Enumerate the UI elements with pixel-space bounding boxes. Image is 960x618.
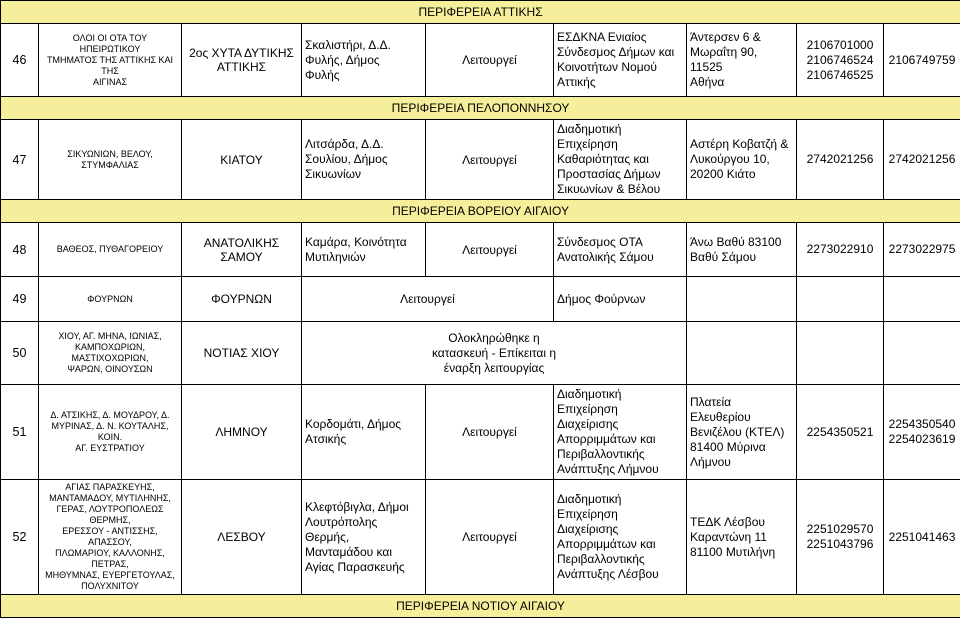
line: Ανάπτυξης Λέσβου xyxy=(557,567,659,581)
line: Βενιζέλου (ΚΤΕΛ) xyxy=(690,425,784,439)
site-location xyxy=(302,120,426,200)
line: ΓΕΡΑΣ, ΛΟΥΤΡΟΠΟΛΕΩΣ ΘΕΡΜΗΣ, xyxy=(56,504,163,525)
line: Καραντώνη 11 xyxy=(690,530,767,544)
line: Αθήνα xyxy=(690,75,724,89)
line: Απορριμμάτων και xyxy=(557,432,656,446)
line: Λουτρόπολης xyxy=(305,515,377,529)
line: Κλεφτόβιγλα, Δήμοι xyxy=(305,500,409,514)
line: Μωραΐτη 90, 11525 xyxy=(690,45,757,74)
line: κατασκευή - Επίκειται η xyxy=(432,346,556,360)
phone: 2742021256 xyxy=(797,120,884,200)
line: Διαδημοτική Επιχείρηση xyxy=(557,122,621,151)
region-header-south-aegean xyxy=(1,595,960,618)
management-body xyxy=(554,120,687,200)
line: Λιτσάρδα, Δ.Δ. xyxy=(305,137,384,151)
table-row xyxy=(1,120,960,200)
line: Ατσικής xyxy=(305,432,346,446)
line: Αττικής xyxy=(557,75,596,89)
site-location xyxy=(302,24,426,97)
fax xyxy=(884,322,960,385)
line: 2254023619 xyxy=(889,432,956,446)
line: Μανταμάδου και xyxy=(305,545,392,559)
management-body xyxy=(554,480,687,595)
address xyxy=(687,24,797,97)
site-location xyxy=(302,223,426,277)
served-areas: ΦΟΥΡΝΩΝ xyxy=(39,277,182,322)
table-row xyxy=(1,223,960,277)
municipality xyxy=(182,24,302,97)
line: Σουλίου, Δήμος xyxy=(305,152,388,166)
status: Λειτουργεί xyxy=(302,277,554,322)
status: Λειτουργεί xyxy=(426,385,554,480)
status: Λειτουργεί xyxy=(426,120,554,200)
served-areas xyxy=(39,385,182,480)
line: ΧΙΟΥ, ΑΓ. ΜΗΝΑ, ΙΩΝΙΑΣ, xyxy=(58,331,161,341)
line: ΣΑΜΟΥ xyxy=(220,250,262,264)
municipality: ΝΟΤΙΑΣ ΧΙΟΥ xyxy=(182,322,302,385)
line: 2106701000 xyxy=(807,38,874,52)
line: Καθαριότητας και xyxy=(557,152,649,166)
line: Αγίας Παρασκευής xyxy=(305,560,405,574)
line: ΑΓΙΑΣ ΠΑΡΑΣΚΕΥΗΣ, xyxy=(65,482,155,492)
phone xyxy=(797,24,884,97)
line: ΑΤΤΙΚΗΣ xyxy=(217,60,266,74)
line: 81400 Μύρινα xyxy=(690,440,766,454)
region-header-north-aegean xyxy=(1,200,960,223)
line: Διαδημοτική Επιχείρηση xyxy=(557,492,621,521)
line: ΠΛΩΜΑΡΙΟΥ, ΚΑΛΛΟΝΗΣ, ΠΕΤΡΑΣ, xyxy=(55,548,165,569)
line: ΜΑΝΤΑΜΑΔΟΥ, ΜΥΤΙΛΗΝΗΣ, xyxy=(49,493,171,503)
line: Σικυωνίων xyxy=(305,167,361,181)
address xyxy=(687,120,797,200)
line: ΨΑΡΩΝ, ΟΙΝΟΥΣΩΝ xyxy=(67,364,152,374)
served-areas xyxy=(39,322,182,385)
line: 2106746525 xyxy=(807,68,874,82)
municipality xyxy=(182,223,302,277)
line: ΑΓ. ΕΥΣΤΡΑΤΙΟΥ xyxy=(75,443,144,453)
served-areas xyxy=(39,480,182,595)
line: Κορδομάτι, Δήμος xyxy=(305,417,401,431)
table-row xyxy=(1,277,960,322)
line: ΠΟΛΥΧΝΙΤΟΥ xyxy=(81,581,139,591)
line: Καμάρα, Κοινότητα xyxy=(305,235,407,249)
line: Σκαλιστήρι, Δ.Δ. xyxy=(305,38,391,52)
line: Μυτιληνιών xyxy=(305,250,366,264)
table-row xyxy=(1,24,960,97)
line: Άνω Βαθύ 83100 xyxy=(690,235,781,249)
line: Φυλής xyxy=(305,68,340,82)
management-body xyxy=(554,385,687,480)
line: ΤΕΔΚ Λέσβου xyxy=(690,515,765,529)
line: ΚΑΜΠΟΧΩΡΙΩΝ, ΜΑΣΤΙΧΟΧΩΡΙΩΝ, xyxy=(71,342,148,363)
line: Σύνδεσμος Δήμων και xyxy=(557,45,674,59)
site-location xyxy=(302,480,426,595)
line: Απορριμμάτων και xyxy=(557,537,656,551)
management-body xyxy=(554,24,687,97)
line: Προστασίας Δήμων xyxy=(557,167,661,181)
line: ΜΥΡΙΝΑΣ, Δ. Ν. ΚΟΥΤΑΛΗΣ, ΚΟΙΝ. xyxy=(52,421,169,442)
management-body xyxy=(554,223,687,277)
row-number: 50 xyxy=(1,322,39,385)
fax xyxy=(884,277,960,322)
management-body: Δήμος Φούρνων xyxy=(554,277,687,322)
phone xyxy=(797,277,884,322)
address xyxy=(687,480,797,595)
served-areas: ΒΑΘΕΟΣ, ΠΥΘΑΓΟΡΕΙΟΥ xyxy=(39,223,182,277)
line: Σύνδεσμος ΟΤΑ xyxy=(557,235,643,249)
status: Λειτουργεί xyxy=(426,24,554,97)
region-title: ΠΕΡΙΦΕΡΕΙΑ ΝΟΤΙΟΥ ΑΙΓΑΙΟΥ xyxy=(1,595,960,618)
line: Διαχείρισης xyxy=(557,522,618,536)
line: Περιβαλλοντικής xyxy=(557,552,645,566)
region-header-attica xyxy=(1,1,960,24)
region-title: ΠΕΡΙΦΕΡΕΙΑ ΠΕΛΟΠΟΝΝΗΣΟΥ xyxy=(1,97,960,120)
region-title: ΠΕΡΙΦΕΡΕΙΑ ΑΤΤΙΚΗΣ xyxy=(1,1,960,24)
address xyxy=(687,385,797,480)
site-location xyxy=(302,385,426,480)
phone: 2273022910 xyxy=(797,223,884,277)
line: Ανάπτυξης Λήμνου xyxy=(557,462,659,476)
line: 20200 Κιάτο xyxy=(690,167,756,181)
fax: 2742021256 xyxy=(884,120,960,200)
line: Πλατεία Ελευθερίου xyxy=(690,395,751,424)
row-number: 49 xyxy=(1,277,39,322)
row-number: 47 xyxy=(1,120,39,200)
line: Περιβαλλοντικής xyxy=(557,447,645,461)
fax: 2251041463 xyxy=(884,480,960,595)
phone xyxy=(797,322,884,385)
line: ΟΛΟΙ ΟΙ ΟΤΑ ΤΟΥ ΗΠΕΙΡΩΤΙΚΟΥ xyxy=(73,33,147,54)
row-number: 46 xyxy=(1,24,39,97)
line: 2106746524 xyxy=(807,53,874,67)
row-number: 48 xyxy=(1,223,39,277)
fax xyxy=(884,385,960,480)
address xyxy=(687,322,797,385)
line: Ολοκληρώθηκε η xyxy=(448,331,539,345)
region-header-peloponnese xyxy=(1,97,960,120)
municipality: ΛΗΜΝΟΥ xyxy=(182,385,302,480)
line: ΕΣΔΚΝΑ Ενιαίος xyxy=(557,30,647,44)
line: 2251043796 xyxy=(807,537,874,551)
line: Κοινοτήτων Νομού xyxy=(557,60,657,74)
line: ΑΝΑΤΟΛΙΚΗΣ xyxy=(204,236,279,250)
phone xyxy=(797,480,884,595)
phone: 2254350521 xyxy=(797,385,884,480)
address xyxy=(687,277,797,322)
region-title: ΠΕΡΙΦΕΡΕΙΑ ΒΟΡΕΙΟΥ ΑΙΓΑΙΟΥ xyxy=(1,200,960,223)
line: έναρξη λειτουργίας xyxy=(444,361,545,375)
line: Βαθύ Σάμου xyxy=(690,250,756,264)
address xyxy=(687,223,797,277)
served-areas: ΣΙΚΥΩΝΙΩΝ, ΒΕΛΟΥ, ΣΤΥΜΦΑΛΙΑΣ xyxy=(39,120,182,200)
line: 2ος ΧΥΤΑ ΔΥΤΙΚΗΣ xyxy=(189,46,294,60)
table-row xyxy=(1,322,960,385)
fax: 2273022975 xyxy=(884,223,960,277)
row-number: 51 xyxy=(1,385,39,480)
line: Λυκούργου 10, xyxy=(690,152,770,166)
line: ΤΜΗΜΑΤΟΣ ΤΗΣ ΑΤΤΙΚΗΣ ΚΑΙ ΤΗΣ xyxy=(47,55,173,76)
line: 81100 Μυτιλήνη xyxy=(690,545,775,559)
line: 2254350540 xyxy=(889,417,956,431)
line: Σικυωνίων & Βέλου xyxy=(557,182,660,196)
line: Φυλής, Δήμος xyxy=(305,53,380,67)
fax: 2106749759 xyxy=(884,24,960,97)
table-row xyxy=(1,385,960,480)
line: Διαχείρισης xyxy=(557,417,618,431)
served-areas xyxy=(39,24,182,97)
line: ΑΙΓΙΝΑΣ xyxy=(93,77,127,87)
status: Λειτουργεί xyxy=(426,480,554,595)
line: Δ. ΑΤΣΙΚΗΣ, Δ. ΜΟΥΔΡΟΥ, Δ. xyxy=(50,410,169,420)
line: Θερμής, xyxy=(305,530,349,544)
line: Ανατολικής Σάμου xyxy=(557,250,654,264)
table-row xyxy=(1,480,960,595)
line: Αστέρη Κοβατζή & xyxy=(690,137,788,151)
status: Λειτουργεί xyxy=(426,223,554,277)
status xyxy=(302,322,687,385)
line: 2251029570 xyxy=(807,522,874,536)
line: Λήμνου xyxy=(690,455,731,469)
row-number: 52 xyxy=(1,480,39,595)
municipality: ΛΕΣΒΟΥ xyxy=(182,480,302,595)
line: ΜΗΘΥΜΝΑΣ, ΕΥΕΡΓΕΤΟΥΛΑΣ, xyxy=(45,570,175,580)
municipality: ΦΟΥΡΝΩΝ xyxy=(182,277,302,322)
municipality: ΚΙΑΤΟΥ xyxy=(182,120,302,200)
line: Άντερσεν 6 & xyxy=(690,30,761,44)
line: ΕΡΕΣΣΟΥ - ΑΝΤΙΣΣΗΣ, ΑΠΑΣΣΟΥ, xyxy=(62,526,157,547)
line: Διαδημοτική Επιχείρηση xyxy=(557,387,621,416)
